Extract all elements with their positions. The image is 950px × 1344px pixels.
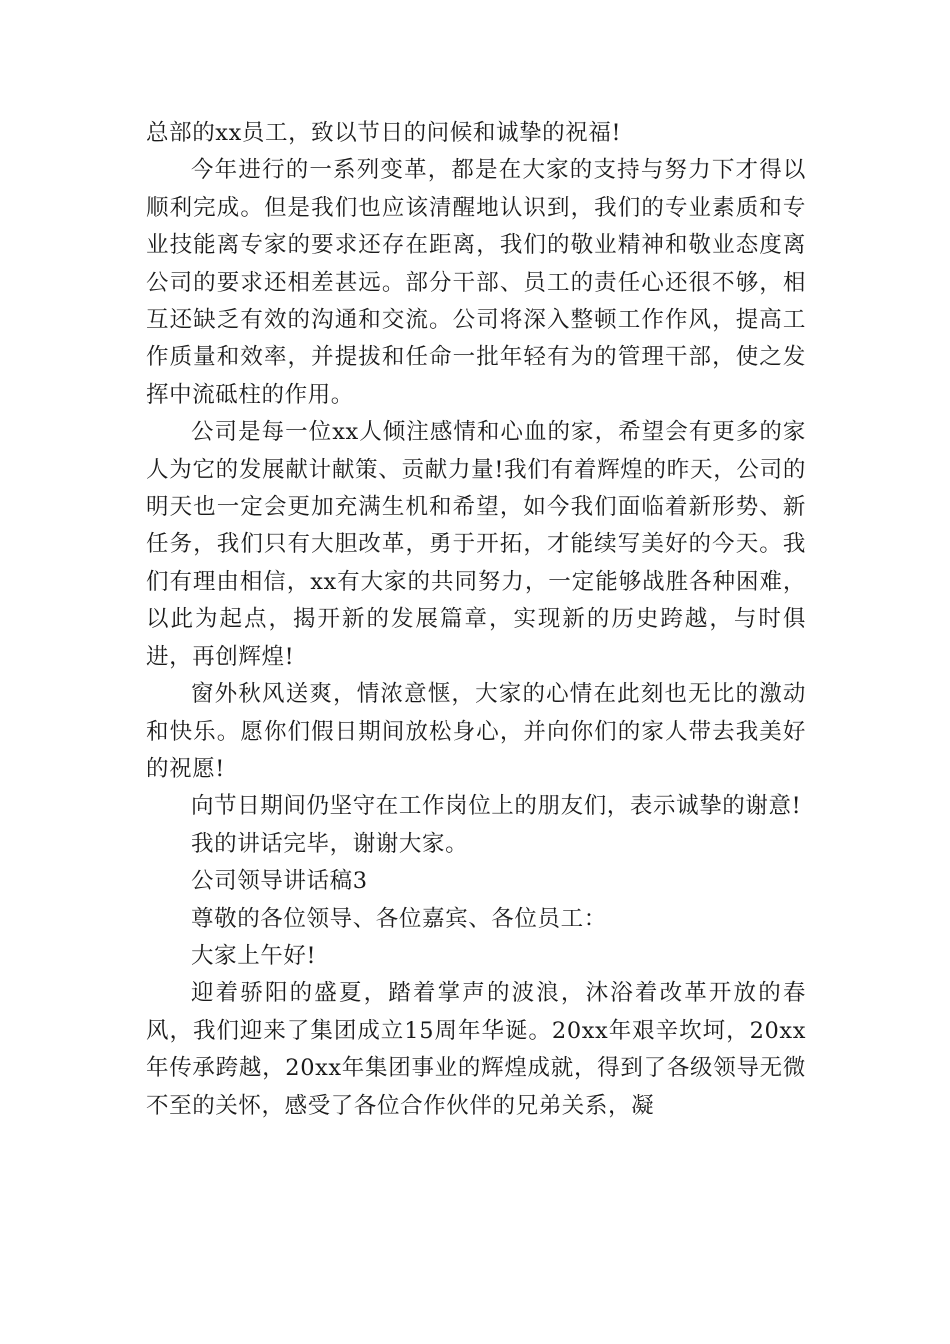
paragraph-good-morning: 大家上午好! [191, 942, 317, 969]
section-title: 公司领导讲话稿3 [191, 868, 368, 895]
paragraph-company-home: 公司是每一位xx人倾注感情和心血的家，希望会有更多的家人为它的发展献计献策、贡献力量!我们有着辉煌的昨天，公司的明天也一定会更加充满生机和希望，如今我们面临着新形势、新任务，我们只有大胆改革，勇于开拓，才能续写美好的今天。我们有理由相信，xx有大家的共同努力，一定能够战胜各种困难，以此为起点，揭开新的发展篇章，实现新的历史跨越，与时俱进，再创辉煌! [146, 419, 806, 670]
document-body [146, 115, 806, 1125]
paragraph-reform: 今年进行的一系列变革，都是在大家的支持与努力下才得以顺利完成。但是我们也应该清醒地认识到，我们的专业素质和专业技能离专家的要求还存在距离，我们的敬业精神和敬业态度离公司的要求还相差甚远。部分干部、员工的责任心还很不够，相互还缺乏有效的沟通和交流。公司将深入整顿工作作风，提高工作质量和效率，并提拔和任命一批年轻有为的管理干部，使之发挥中流砥柱的作用。 [146, 157, 806, 408]
paragraph-thanks-on-duty: 向节日期间仍坚守在工作岗位上的朋友们，表示诚挚的谢意! [191, 793, 802, 820]
paragraph-greeting-closing: 总部的xx员工，致以节日的问候和诚挚的祝福! [146, 120, 622, 146]
paragraph-autumn-wishes: 窗外秋风送爽，情浓意惬，大家的心情在此刻也无比的激动和快乐。愿你们假日期间放松身心，并向你们的家人带去我美好的祝愿! [146, 681, 806, 782]
paragraph-speech-end: 我的讲话完毕，谢谢大家。 [191, 830, 469, 857]
paragraph-anniversary: 迎着骄阳的盛夏，踏着掌声的波浪，沐浴着改革开放的春风，我们迎来了集团成立15周年华诞。20xx年艰辛坎坷，20xx年传承跨越，20xx年集团事业的辉煌成就，得到了各级领导无微不至的关怀，感受了各位合作伙伴的兄弟关系，凝 [146, 980, 806, 1119]
paragraph-salutation: 尊敬的各位领导、各位嘉宾、各位员工： [191, 905, 607, 932]
